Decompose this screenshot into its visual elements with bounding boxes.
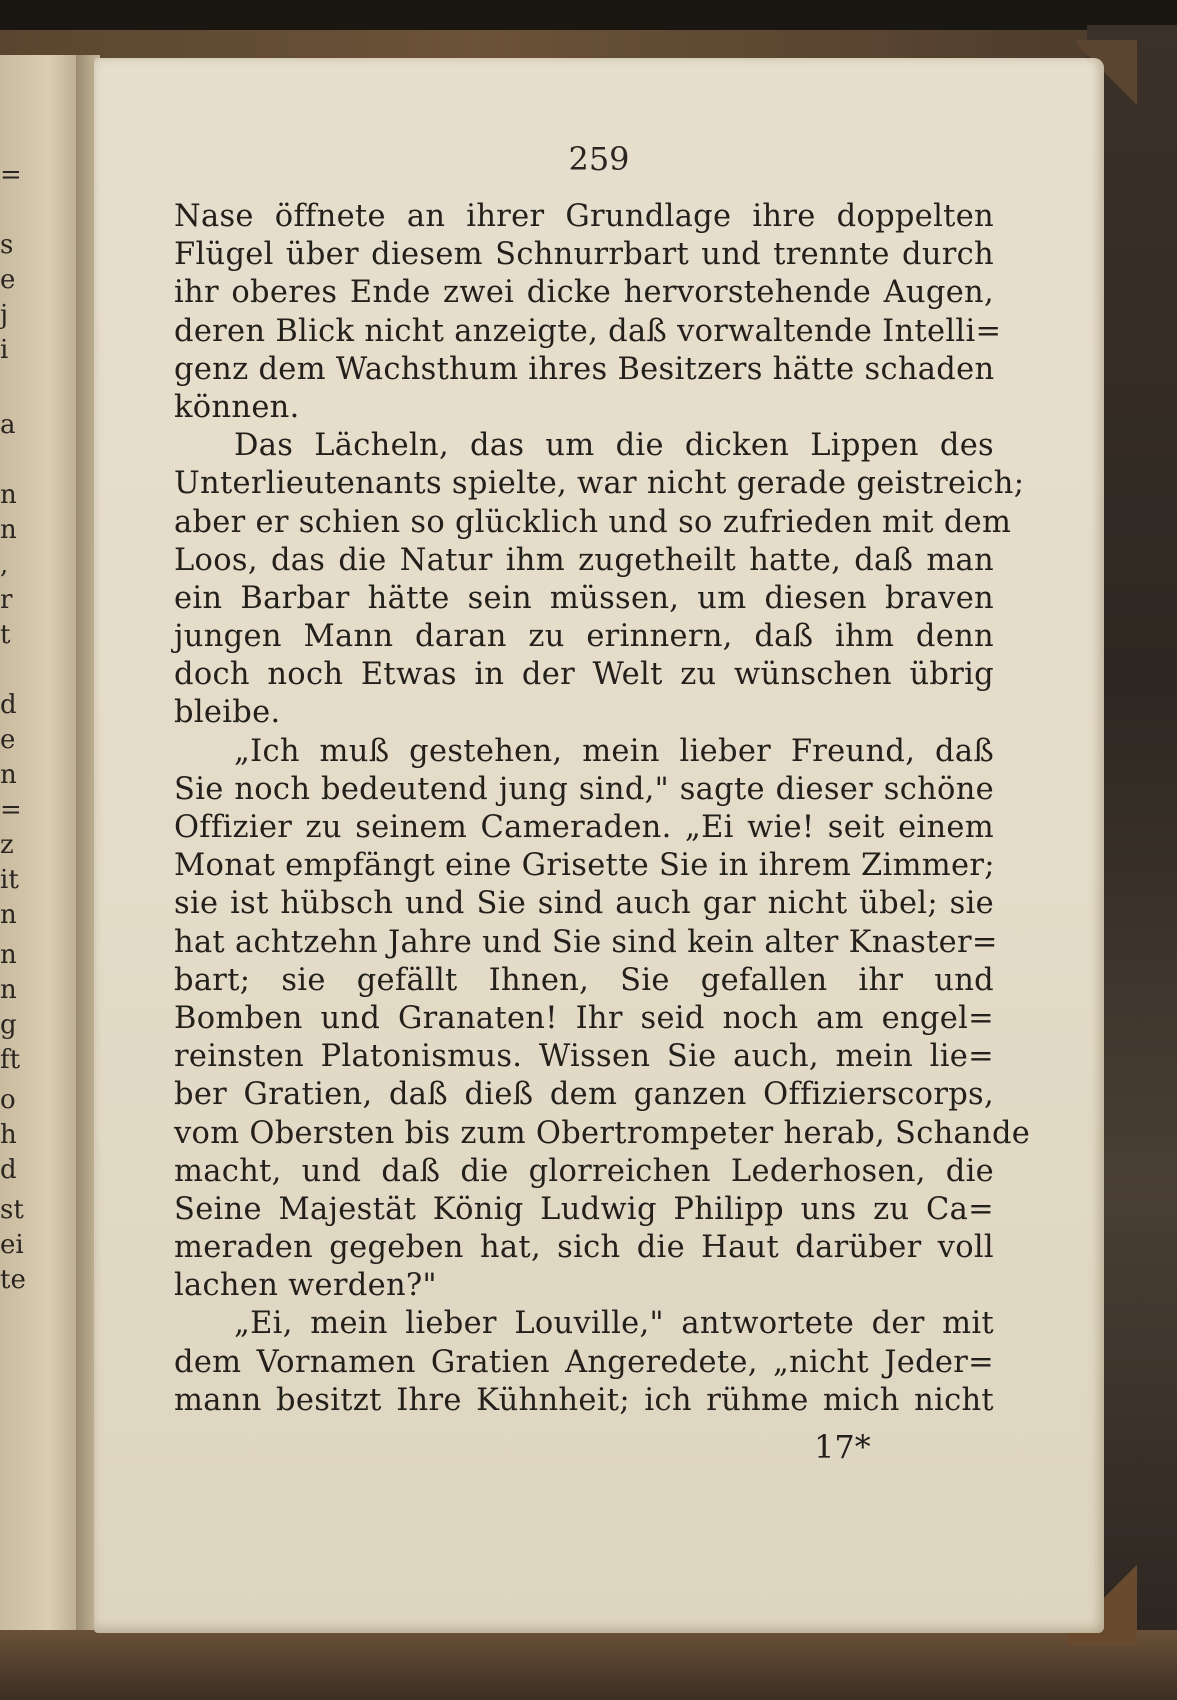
facing-page-letter: n <box>0 480 17 510</box>
text-line: Unterlieutenants spielte, war nicht gerade geistreich; <box>174 466 1025 502</box>
facing-page-letter: te <box>0 1265 26 1295</box>
text-line: Offizier zu seinem Cameraden. „Ei wie! seit einem <box>174 810 994 845</box>
book-page <box>94 58 1104 1633</box>
facing-page-letter: = <box>0 795 22 825</box>
text-line: Nase öffnete an ihrer Grundlage ihre doppelten <box>174 199 994 234</box>
facing-page-letter: = <box>0 160 22 190</box>
facing-page-letter: , <box>0 550 9 580</box>
page-number: 259 <box>568 140 630 178</box>
text-line: Monat empfängt eine Grisette Sie in ihrem Zimmer; <box>174 848 995 884</box>
text-line: Bomben und Granaten! Ihr seid noch am engel= <box>174 1000 994 1036</box>
text-line: reinsten Platonismus. Wissen Sie auch, mein lie= <box>174 1039 994 1075</box>
facing-page-letter: h <box>0 1120 17 1150</box>
text-line: lachen werden?" <box>174 1268 437 1304</box>
text-line: dem Vornamen Gratien Angeredete, „nicht Jeder= <box>174 1344 994 1380</box>
text-line: sie ist hübsch und Sie sind auch gar nicht übel; sie <box>174 886 994 922</box>
facing-page-letter: e <box>0 725 16 755</box>
facing-page-letter: g <box>0 1010 17 1040</box>
text-line: Loos, das die Natur ihm zugetheilt hatte, daß man <box>174 542 994 578</box>
facing-page-edge <box>0 55 82 1630</box>
text-line: macht, und daß die glorreichen Lederhosen, die <box>174 1153 994 1189</box>
facing-page-letter: n <box>0 975 17 1005</box>
text-line: „Ei, mein lieber Louville," antwortete der mit <box>234 1306 994 1342</box>
facing-page-letter: j <box>0 300 9 330</box>
text-line: aber er schien so glücklich und so zufrieden mit dem <box>174 504 1012 540</box>
facing-page-letter: it <box>0 865 19 895</box>
facing-page-letters <box>0 55 82 1630</box>
facing-page-letter: n <box>0 760 17 790</box>
facing-page-letter: s <box>0 230 14 260</box>
text-line: bart; sie gefällt Ihnen, Sie gefallen ihr und <box>174 962 994 998</box>
text-line: deren Blick nicht anzeigte, daß vorwaltende Intelli= <box>174 313 1002 349</box>
facing-page-letter: a <box>0 410 16 440</box>
facing-page-letter: ft <box>0 1045 21 1075</box>
text-line: ein Barbar hätte sein müssen, um diesen braven <box>174 580 994 616</box>
text-line: ber Gratien, daß dieß dem ganzen Offizierscorps, <box>174 1077 994 1113</box>
text-line: vom Obersten bis zum Obertrompeter herab, Schande <box>174 1115 1031 1151</box>
facing-page-letter: r <box>0 585 13 615</box>
text-line: jungen Mann daran zu erinnern, daß ihm denn <box>174 619 994 655</box>
text-line: können. <box>174 389 300 425</box>
signature-mark: 17* <box>814 1428 871 1466</box>
text-line: Das Lächeln, das um die dicken Lippen des <box>234 428 994 464</box>
page-text <box>174 198 1031 1420</box>
facing-page-letter: ei <box>0 1230 24 1260</box>
text-line: mann besitzt Ihre Kühnheit; ich rühme mich nicht <box>174 1382 994 1418</box>
text-line: genz dem Wachsthum ihres Besitzers hätte schaden <box>174 351 995 387</box>
text-line: bleibe. <box>174 695 281 731</box>
text-line: Seine Majestät König Ludwig Philipp uns zu Ca= <box>174 1191 994 1227</box>
text-line: hat achtzehn Jahre und Sie sind kein alter Knaster= <box>174 924 998 960</box>
text-line: doch noch Etwas in der Welt zu wünschen übrig <box>174 657 994 693</box>
facing-page-letter: e <box>0 265 16 295</box>
facing-page-letter: d <box>0 690 17 720</box>
facing-page-letter: t <box>0 620 11 650</box>
facing-page-letter: o <box>0 1085 16 1115</box>
facing-page-letter: d <box>0 1155 17 1185</box>
facing-page-letter: n <box>0 515 17 545</box>
text-line: ihr oberes Ende zwei dicke hervorstehende Augen, <box>174 275 994 311</box>
facing-page-letter: n <box>0 940 17 970</box>
facing-page-letter: i <box>0 335 9 365</box>
facing-page-letter: st <box>0 1195 24 1225</box>
text-line: meraden gegeben hat, sich die Haut darüber voll <box>174 1230 994 1266</box>
text-line: Flügel über diesem Schnurrbart und trennte durch <box>174 237 994 273</box>
text-line: Sie noch bedeutend jung sind," sagte dieser schöne <box>174 771 994 807</box>
facing-page-letter: n <box>0 900 17 930</box>
facing-page-letter: z <box>0 830 14 860</box>
text-line: „Ich muß gestehen, mein lieber Freund, daß <box>234 733 994 769</box>
cover-edge-bottom <box>0 1630 1177 1700</box>
